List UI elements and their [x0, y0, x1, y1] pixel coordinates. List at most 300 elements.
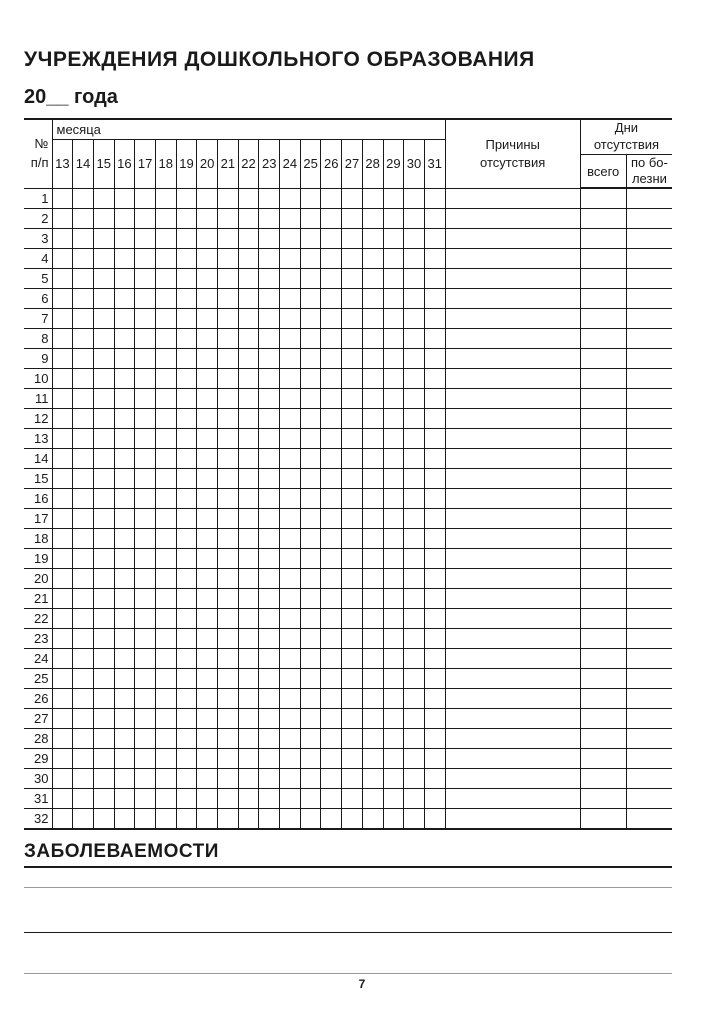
table-cell[interactable]: [626, 709, 672, 729]
table-cell[interactable]: [197, 329, 218, 349]
table-cell[interactable]: [135, 489, 156, 509]
table-cell[interactable]: [93, 289, 114, 309]
table-cell[interactable]: [114, 349, 135, 369]
table-cell[interactable]: [176, 369, 197, 389]
table-cell[interactable]: [404, 529, 425, 549]
table-cell[interactable]: [300, 429, 321, 449]
table-cell[interactable]: [218, 769, 239, 789]
table-cell[interactable]: [424, 529, 445, 549]
table-cell[interactable]: [321, 249, 342, 269]
table-cell[interactable]: [73, 669, 94, 689]
table-cell[interactable]: [383, 469, 404, 489]
table-cell[interactable]: [362, 509, 383, 529]
table-cell[interactable]: [114, 469, 135, 489]
table-cell[interactable]: [114, 649, 135, 669]
table-cell[interactable]: [342, 769, 363, 789]
table-cell[interactable]: [424, 509, 445, 529]
table-cell[interactable]: [300, 229, 321, 249]
table-cell[interactable]: [321, 669, 342, 689]
table-cell[interactable]: [218, 429, 239, 449]
table-cell[interactable]: [155, 469, 176, 489]
table-cell[interactable]: [342, 409, 363, 429]
table-cell[interactable]: [280, 409, 301, 429]
table-cell[interactable]: [280, 789, 301, 809]
table-cell[interactable]: [445, 289, 580, 309]
table-cell[interactable]: [197, 369, 218, 389]
table-cell[interactable]: [176, 709, 197, 729]
table-cell[interactable]: [114, 629, 135, 649]
table-cell[interactable]: [93, 629, 114, 649]
table-cell[interactable]: [445, 269, 580, 289]
table-cell[interactable]: [176, 309, 197, 329]
table-cell[interactable]: [580, 729, 626, 749]
table-cell[interactable]: [626, 629, 672, 649]
table-cell[interactable]: [321, 489, 342, 509]
table-cell[interactable]: [404, 369, 425, 389]
table-cell[interactable]: [52, 229, 73, 249]
table-cell[interactable]: [197, 529, 218, 549]
table-cell[interactable]: [155, 529, 176, 549]
table-cell[interactable]: [383, 188, 404, 209]
table-cell[interactable]: [404, 649, 425, 669]
table-cell[interactable]: [383, 369, 404, 389]
table-cell[interactable]: [114, 769, 135, 789]
table-cell[interactable]: [218, 669, 239, 689]
table-cell[interactable]: [404, 769, 425, 789]
table-cell[interactable]: [135, 188, 156, 209]
table-cell[interactable]: [114, 729, 135, 749]
table-cell[interactable]: [424, 749, 445, 769]
table-cell[interactable]: [197, 469, 218, 489]
table-cell[interactable]: [197, 188, 218, 209]
table-cell[interactable]: [52, 769, 73, 789]
table-cell[interactable]: [404, 669, 425, 689]
table-cell[interactable]: [176, 329, 197, 349]
table-cell[interactable]: [445, 689, 580, 709]
table-cell[interactable]: [259, 629, 280, 649]
table-cell[interactable]: [445, 749, 580, 769]
table-cell[interactable]: [73, 369, 94, 389]
table-cell[interactable]: [176, 188, 197, 209]
table-cell[interactable]: [218, 269, 239, 289]
table-cell[interactable]: [238, 269, 259, 289]
table-cell[interactable]: [155, 589, 176, 609]
table-cell[interactable]: [362, 609, 383, 629]
table-cell[interactable]: [404, 489, 425, 509]
table-cell[interactable]: [238, 409, 259, 429]
table-cell[interactable]: [259, 489, 280, 509]
table-cell[interactable]: [424, 609, 445, 629]
table-cell[interactable]: [626, 249, 672, 269]
table-cell[interactable]: [280, 509, 301, 529]
table-cell[interactable]: [445, 729, 580, 749]
table-cell[interactable]: [424, 429, 445, 449]
table-cell[interactable]: [155, 209, 176, 229]
table-cell[interactable]: [259, 269, 280, 289]
table-cell[interactable]: [626, 569, 672, 589]
table-cell[interactable]: [445, 609, 580, 629]
table-cell[interactable]: [383, 709, 404, 729]
table-cell[interactable]: [300, 509, 321, 529]
table-cell[interactable]: [300, 289, 321, 309]
table-cell[interactable]: [73, 789, 94, 809]
table-cell[interactable]: [445, 449, 580, 469]
table-cell[interactable]: [135, 549, 156, 569]
table-cell[interactable]: [218, 609, 239, 629]
table-cell[interactable]: [52, 349, 73, 369]
table-cell[interactable]: [445, 249, 580, 269]
table-cell[interactable]: [362, 809, 383, 830]
table-cell[interactable]: [445, 329, 580, 349]
table-cell[interactable]: [321, 449, 342, 469]
table-cell[interactable]: [155, 809, 176, 830]
table-cell[interactable]: [580, 229, 626, 249]
table-cell[interactable]: [155, 249, 176, 269]
table-cell[interactable]: [580, 769, 626, 789]
table-cell[interactable]: [218, 529, 239, 549]
table-cell[interactable]: [73, 549, 94, 569]
table-cell[interactable]: [404, 289, 425, 309]
table-cell[interactable]: [321, 589, 342, 609]
table-cell[interactable]: [114, 549, 135, 569]
table-cell[interactable]: [114, 329, 135, 349]
table-cell[interactable]: [155, 349, 176, 369]
table-cell[interactable]: [404, 609, 425, 629]
table-cell[interactable]: [383, 549, 404, 569]
table-cell[interactable]: [280, 469, 301, 489]
table-cell[interactable]: [626, 689, 672, 709]
table-cell[interactable]: [93, 469, 114, 489]
table-cell[interactable]: [383, 209, 404, 229]
table-cell[interactable]: [424, 729, 445, 749]
table-cell[interactable]: [383, 609, 404, 629]
table-cell[interactable]: [300, 669, 321, 689]
table-cell[interactable]: [362, 709, 383, 729]
table-cell[interactable]: [259, 309, 280, 329]
table-cell[interactable]: [580, 549, 626, 569]
table-cell[interactable]: [362, 629, 383, 649]
table-cell[interactable]: [626, 269, 672, 289]
table-cell[interactable]: [197, 409, 218, 429]
table-cell[interactable]: [259, 389, 280, 409]
table-cell[interactable]: [404, 269, 425, 289]
table-cell[interactable]: [321, 188, 342, 209]
table-cell[interactable]: [238, 229, 259, 249]
table-cell[interactable]: [445, 229, 580, 249]
table-cell[interactable]: [73, 769, 94, 789]
table-cell[interactable]: [626, 609, 672, 629]
table-cell[interactable]: [197, 629, 218, 649]
table-cell[interactable]: [135, 229, 156, 249]
table-cell[interactable]: [52, 569, 73, 589]
table-cell[interactable]: [362, 749, 383, 769]
table-cell[interactable]: [114, 669, 135, 689]
table-cell[interactable]: [300, 369, 321, 389]
table-cell[interactable]: [52, 609, 73, 629]
table-cell[interactable]: [238, 369, 259, 389]
table-cell[interactable]: [424, 809, 445, 830]
table-cell[interactable]: [52, 449, 73, 469]
table-cell[interactable]: [238, 669, 259, 689]
table-cell[interactable]: [383, 489, 404, 509]
table-cell[interactable]: [626, 389, 672, 409]
table-cell[interactable]: [383, 289, 404, 309]
table-cell[interactable]: [383, 449, 404, 469]
table-cell[interactable]: [73, 709, 94, 729]
table-cell[interactable]: [93, 529, 114, 549]
table-cell[interactable]: [342, 289, 363, 309]
table-cell[interactable]: [52, 269, 73, 289]
table-cell[interactable]: [197, 749, 218, 769]
table-cell[interactable]: [383, 649, 404, 669]
table-cell[interactable]: [445, 589, 580, 609]
table-cell[interactable]: [176, 649, 197, 669]
table-cell[interactable]: [445, 529, 580, 549]
table-cell[interactable]: [280, 769, 301, 789]
table-cell[interactable]: [93, 449, 114, 469]
table-cell[interactable]: [197, 509, 218, 529]
table-cell[interactable]: [52, 309, 73, 329]
table-cell[interactable]: [259, 789, 280, 809]
table-cell[interactable]: [300, 269, 321, 289]
table-cell[interactable]: [280, 329, 301, 349]
table-cell[interactable]: [342, 509, 363, 529]
table-cell[interactable]: [321, 729, 342, 749]
table-cell[interactable]: [280, 549, 301, 569]
table-cell[interactable]: [342, 809, 363, 830]
table-cell[interactable]: [404, 809, 425, 830]
table-cell[interactable]: [259, 449, 280, 469]
table-cell[interactable]: [135, 529, 156, 549]
table-cell[interactable]: [114, 249, 135, 269]
table-cell[interactable]: [362, 409, 383, 429]
table-cell[interactable]: [114, 209, 135, 229]
table-cell[interactable]: [197, 269, 218, 289]
table-cell[interactable]: [218, 749, 239, 769]
table-cell[interactable]: [342, 789, 363, 809]
table-cell[interactable]: [280, 449, 301, 469]
table-cell[interactable]: [445, 709, 580, 729]
table-cell[interactable]: [52, 489, 73, 509]
table-cell[interactable]: [383, 629, 404, 649]
table-cell[interactable]: [155, 229, 176, 249]
table-cell[interactable]: [135, 429, 156, 449]
table-cell[interactable]: [580, 529, 626, 549]
table-cell[interactable]: [73, 309, 94, 329]
table-cell[interactable]: [342, 669, 363, 689]
table-cell[interactable]: [342, 609, 363, 629]
table-cell[interactable]: [114, 229, 135, 249]
table-cell[interactable]: [300, 629, 321, 649]
table-cell[interactable]: [93, 188, 114, 209]
table-cell[interactable]: [580, 669, 626, 689]
table-cell[interactable]: [424, 249, 445, 269]
table-cell[interactable]: [259, 249, 280, 269]
table-cell[interactable]: [155, 649, 176, 669]
table-cell[interactable]: [218, 329, 239, 349]
table-cell[interactable]: [342, 269, 363, 289]
table-cell[interactable]: [424, 188, 445, 209]
table-cell[interactable]: [135, 309, 156, 329]
table-cell[interactable]: [197, 289, 218, 309]
table-cell[interactable]: [218, 789, 239, 809]
table-cell[interactable]: [73, 469, 94, 489]
table-cell[interactable]: [238, 789, 259, 809]
table-cell[interactable]: [580, 629, 626, 649]
table-cell[interactable]: [155, 369, 176, 389]
table-cell[interactable]: [259, 769, 280, 789]
table-cell[interactable]: [73, 609, 94, 629]
table-cell[interactable]: [259, 229, 280, 249]
table-cell[interactable]: [218, 289, 239, 309]
table-cell[interactable]: [404, 789, 425, 809]
table-cell[interactable]: [404, 229, 425, 249]
table-cell[interactable]: [73, 429, 94, 449]
table-cell[interactable]: [114, 529, 135, 549]
table-cell[interactable]: [580, 589, 626, 609]
table-cell[interactable]: [155, 329, 176, 349]
table-cell[interactable]: [362, 689, 383, 709]
table-cell[interactable]: [73, 389, 94, 409]
table-cell[interactable]: [52, 689, 73, 709]
table-cell[interactable]: [93, 509, 114, 529]
table-cell[interactable]: [259, 549, 280, 569]
table-cell[interactable]: [280, 309, 301, 329]
table-cell[interactable]: [259, 709, 280, 729]
table-cell[interactable]: [197, 729, 218, 749]
table-cell[interactable]: [135, 369, 156, 389]
table-cell[interactable]: [626, 229, 672, 249]
table-cell[interactable]: [135, 789, 156, 809]
table-cell[interactable]: [114, 309, 135, 329]
table-cell[interactable]: [300, 529, 321, 549]
table-cell[interactable]: [155, 389, 176, 409]
table-cell[interactable]: [362, 769, 383, 789]
table-cell[interactable]: [197, 709, 218, 729]
table-cell[interactable]: [280, 389, 301, 409]
table-cell[interactable]: [93, 309, 114, 329]
table-cell[interactable]: [135, 509, 156, 529]
table-cell[interactable]: [424, 389, 445, 409]
table-cell[interactable]: [383, 309, 404, 329]
table-cell[interactable]: [218, 188, 239, 209]
table-cell[interactable]: [300, 649, 321, 669]
table-cell[interactable]: [155, 188, 176, 209]
table-cell[interactable]: [342, 729, 363, 749]
table-cell[interactable]: [580, 609, 626, 629]
table-cell[interactable]: [93, 229, 114, 249]
table-cell[interactable]: [383, 809, 404, 830]
table-cell[interactable]: [362, 529, 383, 549]
table-cell[interactable]: [342, 689, 363, 709]
table-cell[interactable]: [445, 209, 580, 229]
table-cell[interactable]: [321, 549, 342, 569]
table-cell[interactable]: [424, 289, 445, 309]
table-cell[interactable]: [580, 389, 626, 409]
table-cell[interactable]: [445, 569, 580, 589]
table-cell[interactable]: [626, 729, 672, 749]
table-cell[interactable]: [238, 309, 259, 329]
table-cell[interactable]: [93, 709, 114, 729]
table-cell[interactable]: [218, 589, 239, 609]
table-cell[interactable]: [176, 289, 197, 309]
table-cell[interactable]: [580, 188, 626, 209]
table-cell[interactable]: [73, 729, 94, 749]
table-cell[interactable]: [342, 329, 363, 349]
table-cell[interactable]: [626, 349, 672, 369]
table-cell[interactable]: [93, 589, 114, 609]
table-cell[interactable]: [626, 409, 672, 429]
table-cell[interactable]: [445, 409, 580, 429]
table-cell[interactable]: [321, 389, 342, 409]
table-cell[interactable]: [218, 649, 239, 669]
table-cell[interactable]: [626, 649, 672, 669]
table-cell[interactable]: [404, 449, 425, 469]
table-cell[interactable]: [321, 309, 342, 329]
table-cell[interactable]: [73, 689, 94, 709]
table-cell[interactable]: [238, 188, 259, 209]
table-cell[interactable]: [155, 549, 176, 569]
table-cell[interactable]: [259, 469, 280, 489]
table-cell[interactable]: [197, 549, 218, 569]
table-cell[interactable]: [342, 649, 363, 669]
table-cell[interactable]: [114, 409, 135, 429]
table-cell[interactable]: [135, 269, 156, 289]
table-cell[interactable]: [424, 549, 445, 569]
table-cell[interactable]: [321, 789, 342, 809]
table-cell[interactable]: [135, 349, 156, 369]
table-cell[interactable]: [176, 409, 197, 429]
table-cell[interactable]: [218, 549, 239, 569]
table-cell[interactable]: [238, 729, 259, 749]
table-cell[interactable]: [155, 729, 176, 749]
table-cell[interactable]: [176, 209, 197, 229]
table-cell[interactable]: [300, 449, 321, 469]
table-cell[interactable]: [218, 369, 239, 389]
table-cell[interactable]: [321, 329, 342, 349]
table-cell[interactable]: [238, 429, 259, 449]
table-cell[interactable]: [321, 749, 342, 769]
table-cell[interactable]: [321, 709, 342, 729]
table-cell[interactable]: [445, 188, 580, 209]
table-cell[interactable]: [176, 509, 197, 529]
table-cell[interactable]: [197, 209, 218, 229]
table-cell[interactable]: [424, 769, 445, 789]
table-cell[interactable]: [280, 209, 301, 229]
table-cell[interactable]: [176, 789, 197, 809]
table-cell[interactable]: [176, 389, 197, 409]
table-cell[interactable]: [362, 649, 383, 669]
table-cell[interactable]: [93, 649, 114, 669]
table-cell[interactable]: [342, 629, 363, 649]
table-cell[interactable]: [445, 349, 580, 369]
table-cell[interactable]: [383, 729, 404, 749]
table-cell[interactable]: [176, 449, 197, 469]
table-cell[interactable]: [52, 249, 73, 269]
table-cell[interactable]: [404, 749, 425, 769]
table-cell[interactable]: [342, 529, 363, 549]
table-cell[interactable]: [114, 188, 135, 209]
table-cell[interactable]: [93, 329, 114, 349]
table-cell[interactable]: [93, 689, 114, 709]
table-cell[interactable]: [93, 209, 114, 229]
table-cell[interactable]: [342, 469, 363, 489]
table-cell[interactable]: [580, 309, 626, 329]
table-cell[interactable]: [362, 429, 383, 449]
table-cell[interactable]: [176, 809, 197, 830]
table-cell[interactable]: [93, 569, 114, 589]
table-cell[interactable]: [362, 309, 383, 329]
